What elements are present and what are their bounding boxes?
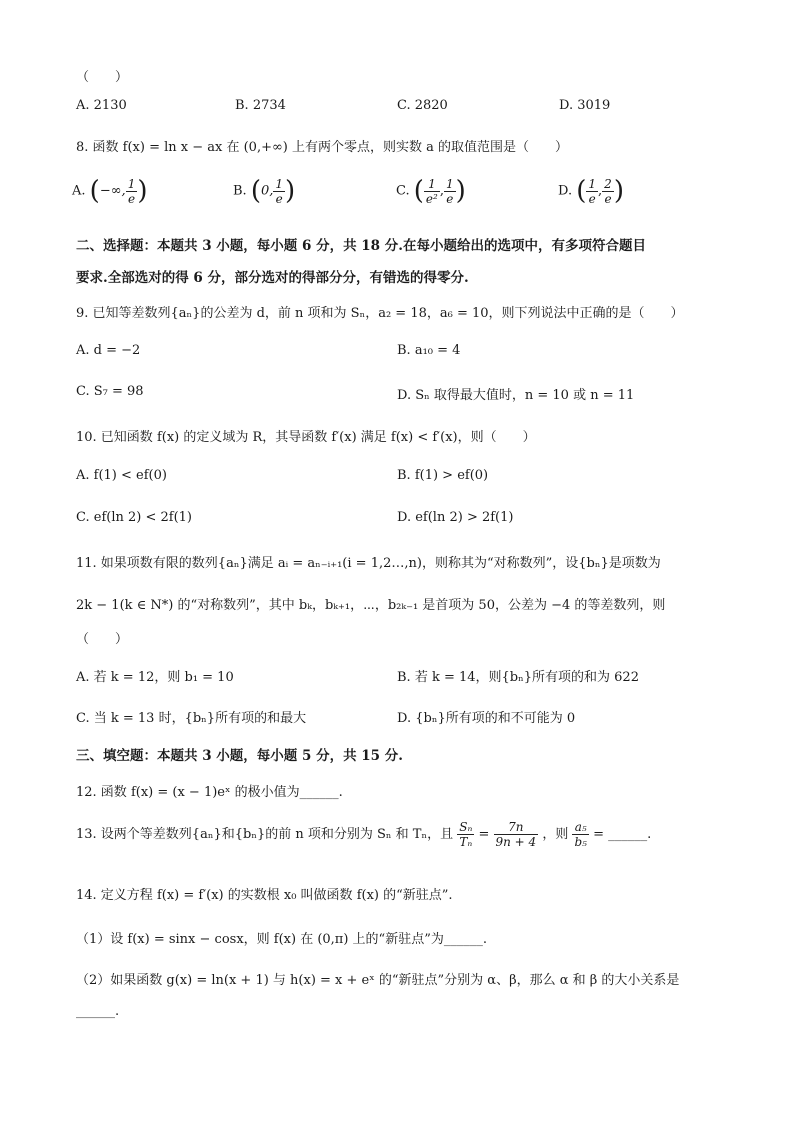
q8-option-a xyxy=(72,176,147,206)
denominator: e xyxy=(275,191,283,206)
q14-part-1: （1）设 f(x) = sinx − cosx，则 f(x) 在 (0,π) 上的“新驻点”为______. xyxy=(76,932,487,947)
q13-text-post: = ______. xyxy=(593,827,652,842)
right-paren: ) xyxy=(285,176,296,206)
q7-option-a: A. 2130 xyxy=(76,98,127,113)
q9-option-b: B. a₁₀ = 4 xyxy=(397,343,461,358)
q10-option-c: C. ef(ln 2) < 2f(1) xyxy=(76,510,192,525)
q10-option-b: B. f(1) > ef(0) xyxy=(397,468,489,483)
q14-part-2-blank: ______. xyxy=(76,1004,120,1019)
fraction-s-over-t xyxy=(457,820,474,849)
right-paren: ) xyxy=(455,176,466,206)
fraction xyxy=(586,177,598,206)
q11-option-d: D. {bₙ}所有项的和不可能为 0 xyxy=(397,711,576,726)
right-paren: ) xyxy=(137,176,148,206)
section-2-heading-line2: 要求.全部选对的得 6 分，部分选对的得部分分，有错选的得零分. xyxy=(76,270,469,286)
q13-stem xyxy=(76,820,651,849)
numerator: 7n xyxy=(494,820,539,835)
fraction xyxy=(424,177,440,206)
denominator: 9n + 4 xyxy=(495,835,537,849)
q12-stem: 12. 函数 f(x) = (x − 1)eˣ 的极小值为______. xyxy=(76,785,343,800)
q9-option-a: A. d = −2 xyxy=(76,343,141,358)
denominator: e² xyxy=(425,191,438,206)
q14-stem: 14. 定义方程 f(x) = f′(x) 的实数根 x₀ 叫做函数 f(x) 的“新驻点”. xyxy=(76,888,453,903)
fraction-a-over-b xyxy=(572,820,589,849)
denominator: e xyxy=(604,191,612,206)
option-label: A. xyxy=(72,183,86,199)
q11-stem-line2: 2k − 1(k ∈ N*) 的“对称数列”，其中 bₖ，bₖ₊₁，⋯，b₂ₖ₋₁ 是首项为 50，公差为 −4 的等差数列，则 xyxy=(76,598,666,613)
q11-option-b: B. 若 k = 14，则{bₙ}所有项的和为 622 xyxy=(397,670,639,685)
section-2-heading-line1: 二、选择题：本题共 3 小题，每小题 6 分，共 18 分.在每小题给出的选项中，有多项符合题目 xyxy=(76,238,646,254)
q11-option-c: C. 当 k = 13 时，{bₙ}所有项的和最大 xyxy=(76,711,307,726)
q11-stem-line1: 11. 如果项数有限的数列{aₙ}满足 aᵢ = aₙ₋ᵢ₊₁(i = 1,2…,n)，则称其为“对称数列”，设{bₙ}是项数为 xyxy=(76,556,661,571)
denominator: Tₙ xyxy=(459,835,473,849)
denominator: e xyxy=(588,191,596,206)
q10-stem: 10. 已知函数 f(x) 的定义域为 R，其导函数 f′(x) 满足 f(x) < f′(x)，则（ ） xyxy=(76,430,536,445)
q7-option-c: C. 2820 xyxy=(397,98,448,113)
interval-left: −∞, xyxy=(99,183,126,199)
left-paren: ( xyxy=(413,176,424,206)
section-3-heading: 三、填空题：本题共 3 小题，每小题 5 分，共 15 分. xyxy=(76,748,403,764)
numerator: 1 xyxy=(424,177,440,192)
denominator: b₅ xyxy=(574,835,587,849)
left-paren: ( xyxy=(89,176,100,206)
q13-text-pre: 13. 设两个等差数列{aₙ}和{bₙ}的前 n 项和分别为 Sₙ 和 Tₙ，且 xyxy=(76,827,454,842)
fraction xyxy=(126,177,138,206)
q7-answer-paren: （ ） xyxy=(76,70,129,85)
fraction xyxy=(602,177,614,206)
numerator: 1 xyxy=(588,176,597,191)
q11-option-a: A. 若 k = 12，则 b₁ = 10 xyxy=(76,670,234,685)
option-label: B. xyxy=(233,183,247,199)
q7-option-b: B. 2734 xyxy=(235,98,286,113)
q13-text-mid: ，则 xyxy=(542,827,569,842)
denominator: e xyxy=(127,191,136,206)
q8-option-d: D. ( $\frac{1}{e}$ , $\frac{2}{e}$ ) xyxy=(558,176,624,206)
q8-stem: 8. 函数 f(x) = ln x − ax 在 (0,+∞) 上有两个零点，则实数 a 的取值范围是（ ） xyxy=(76,140,569,155)
interval-left: 0, xyxy=(260,183,274,199)
left-paren: ( xyxy=(576,176,587,206)
q8-option-b xyxy=(233,176,295,206)
q8-option-c: C. ( $\frac{1}{\text{e²}}$ , $\frac{1}{e}$ ) xyxy=(396,176,466,206)
q9-stem: 9. 已知等差数列{aₙ}的公差为 d，前 n 项和为 Sₙ，a₂ = 18，a₆ = 10，则下列说法中正确的是（ ） xyxy=(76,306,684,321)
q11-answer-paren: （ ） xyxy=(76,632,129,647)
option-label: D. xyxy=(558,183,573,199)
numerator: Sₙ xyxy=(459,820,473,834)
denominator: e xyxy=(446,191,454,206)
fraction xyxy=(273,177,285,206)
q7-option-d: D. 3019 xyxy=(559,98,611,113)
q14-part-2: （2）如果函数 g(x) = ln(x + 1) 与 h(x) = x + eˣ 的“新驻点”分别为 α、β，那么 α 和 β 的大小关系是 xyxy=(76,973,680,988)
numerator: 2 xyxy=(604,176,612,191)
numerator: 1 xyxy=(445,176,454,191)
left-paren: ( xyxy=(250,176,261,206)
numerator: 1 xyxy=(275,176,284,191)
q10-option-d: D. ef(ln 2) > 2f(1) xyxy=(397,510,514,525)
right-paren: ) xyxy=(613,176,624,206)
fraction-ratio xyxy=(494,820,539,849)
equals-sign: = xyxy=(478,827,490,842)
numerator: 1 xyxy=(127,176,136,191)
option-label: C. xyxy=(396,183,410,199)
numerator: a₅ xyxy=(572,820,589,835)
fraction xyxy=(444,177,456,206)
q9-option-c: C. S₇ = 98 xyxy=(76,384,144,399)
q10-option-a: A. f(1) < ef(0) xyxy=(76,468,167,483)
q9-option-d: D. Sₙ 取得最大值时，n = 10 或 n = 11 xyxy=(397,388,635,403)
